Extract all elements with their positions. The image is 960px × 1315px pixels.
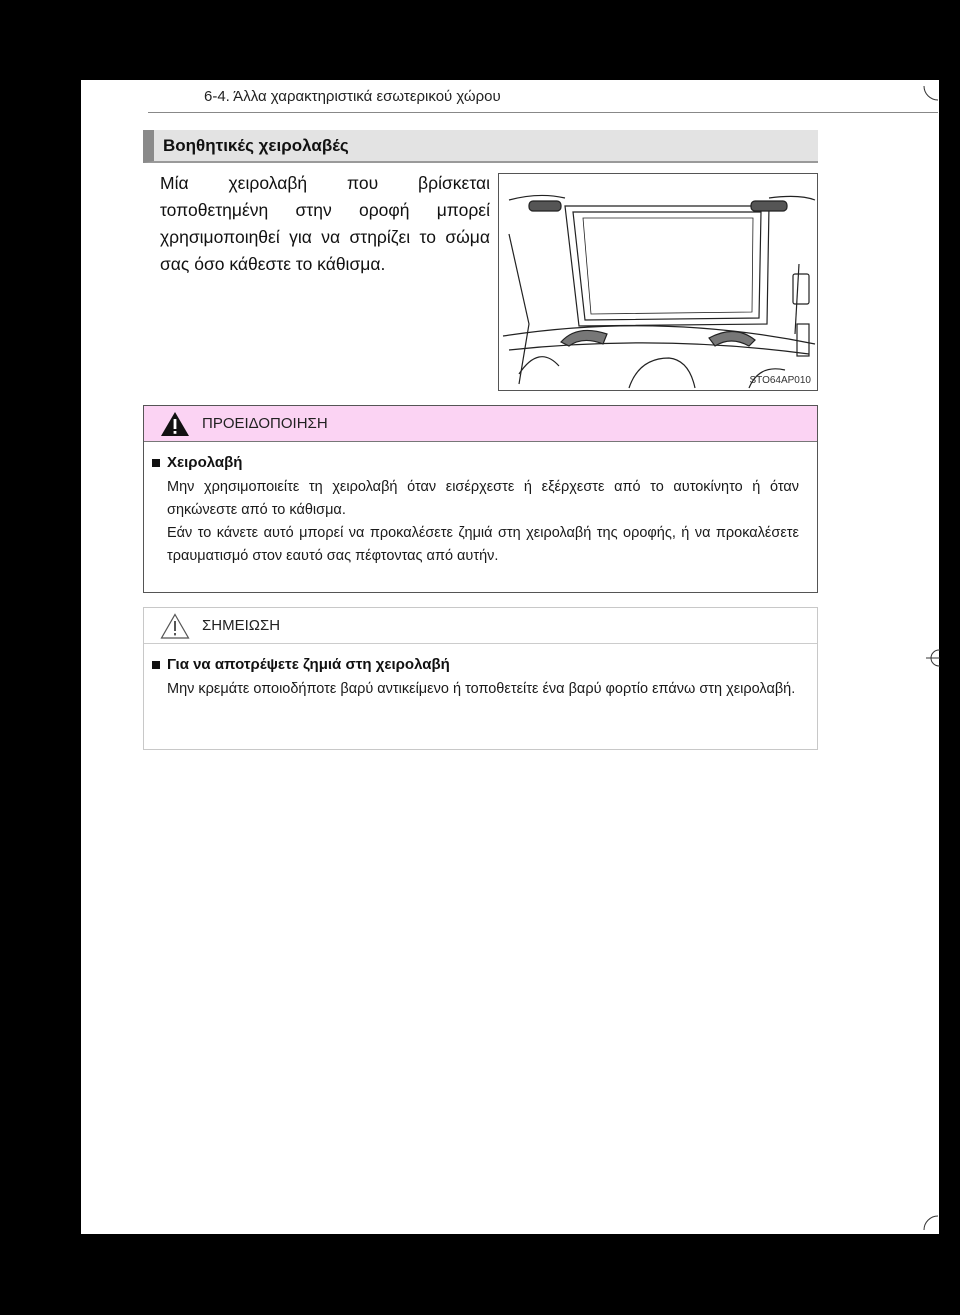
- section-title: Βοηθητικές χειρολαβές: [143, 130, 818, 163]
- warning-item-label: Χειρολαβή: [167, 454, 243, 471]
- warning-body: [144, 442, 817, 568]
- figure-code: STO64AP010: [749, 375, 811, 386]
- notice-triangle-icon: [160, 613, 190, 639]
- crop-mark-bottom-icon: [922, 1214, 940, 1232]
- car-interior-roof-icon: [499, 174, 817, 390]
- warning-triangle-icon: [160, 411, 190, 437]
- notice-header: [144, 608, 817, 644]
- warning-label: ΠΡΟΕΙΔΟΠΟΙΗΣΗ: [202, 415, 328, 432]
- warning-box: [143, 405, 818, 593]
- bullet-square-icon: [152, 459, 160, 467]
- notice-body: [144, 644, 817, 701]
- notice-label: ΣΗΜΕΙΩΣΗ: [202, 617, 281, 634]
- warning-paragraph-2: Εάν το κάνετε αυτό μπορεί να προκαλέσετε ζημιά στη χειρολαβή της οροφής, ή να προκαλέσετε τραυματισμό στον εαυτό σας πέφτοντας από αυτήν.: [167, 525, 799, 564]
- notice-item-title: [152, 656, 799, 673]
- running-header: 6-4. Άλλα χαρακτηριστικά εσωτερικού χώρου: [204, 88, 501, 105]
- intro-paragraph: Μία χειρολαβή που βρίσκεται τοποθετημένη στην οροφή μπορεί χρησιμοποιηθεί για να στηρίζει το σώμα σας όσο κάθεστε το κάθισμα.: [160, 173, 490, 274]
- header-rule: [148, 112, 938, 113]
- notice-item-label: Για να αποτρέψετε ζημιά στη χειρολαβή: [167, 656, 450, 673]
- warning-paragraph-1: Μην χρησιμοποιείτε τη χειρολαβή όταν εισέρχεστε ή εξέρχεστε από το αυτοκίνητο ή όταν σηκώνεστε από το κάθισμα.: [167, 479, 799, 518]
- notice-box: [143, 607, 818, 750]
- notice-paragraph-1: Μην κρεμάτε οποιοδήποτε βαρύ αντικείμενο ή τοποθετείτε ένα βαρύ φορτίο επάνω στη χειρολαβή.: [167, 681, 796, 697]
- bullet-square-icon: [152, 661, 160, 669]
- warning-header: [144, 406, 817, 442]
- warning-item-title: [152, 454, 799, 471]
- registration-mark-icon: [922, 640, 940, 676]
- grab-handle-illustration: [498, 173, 818, 391]
- crop-mark-top-icon: [922, 84, 940, 102]
